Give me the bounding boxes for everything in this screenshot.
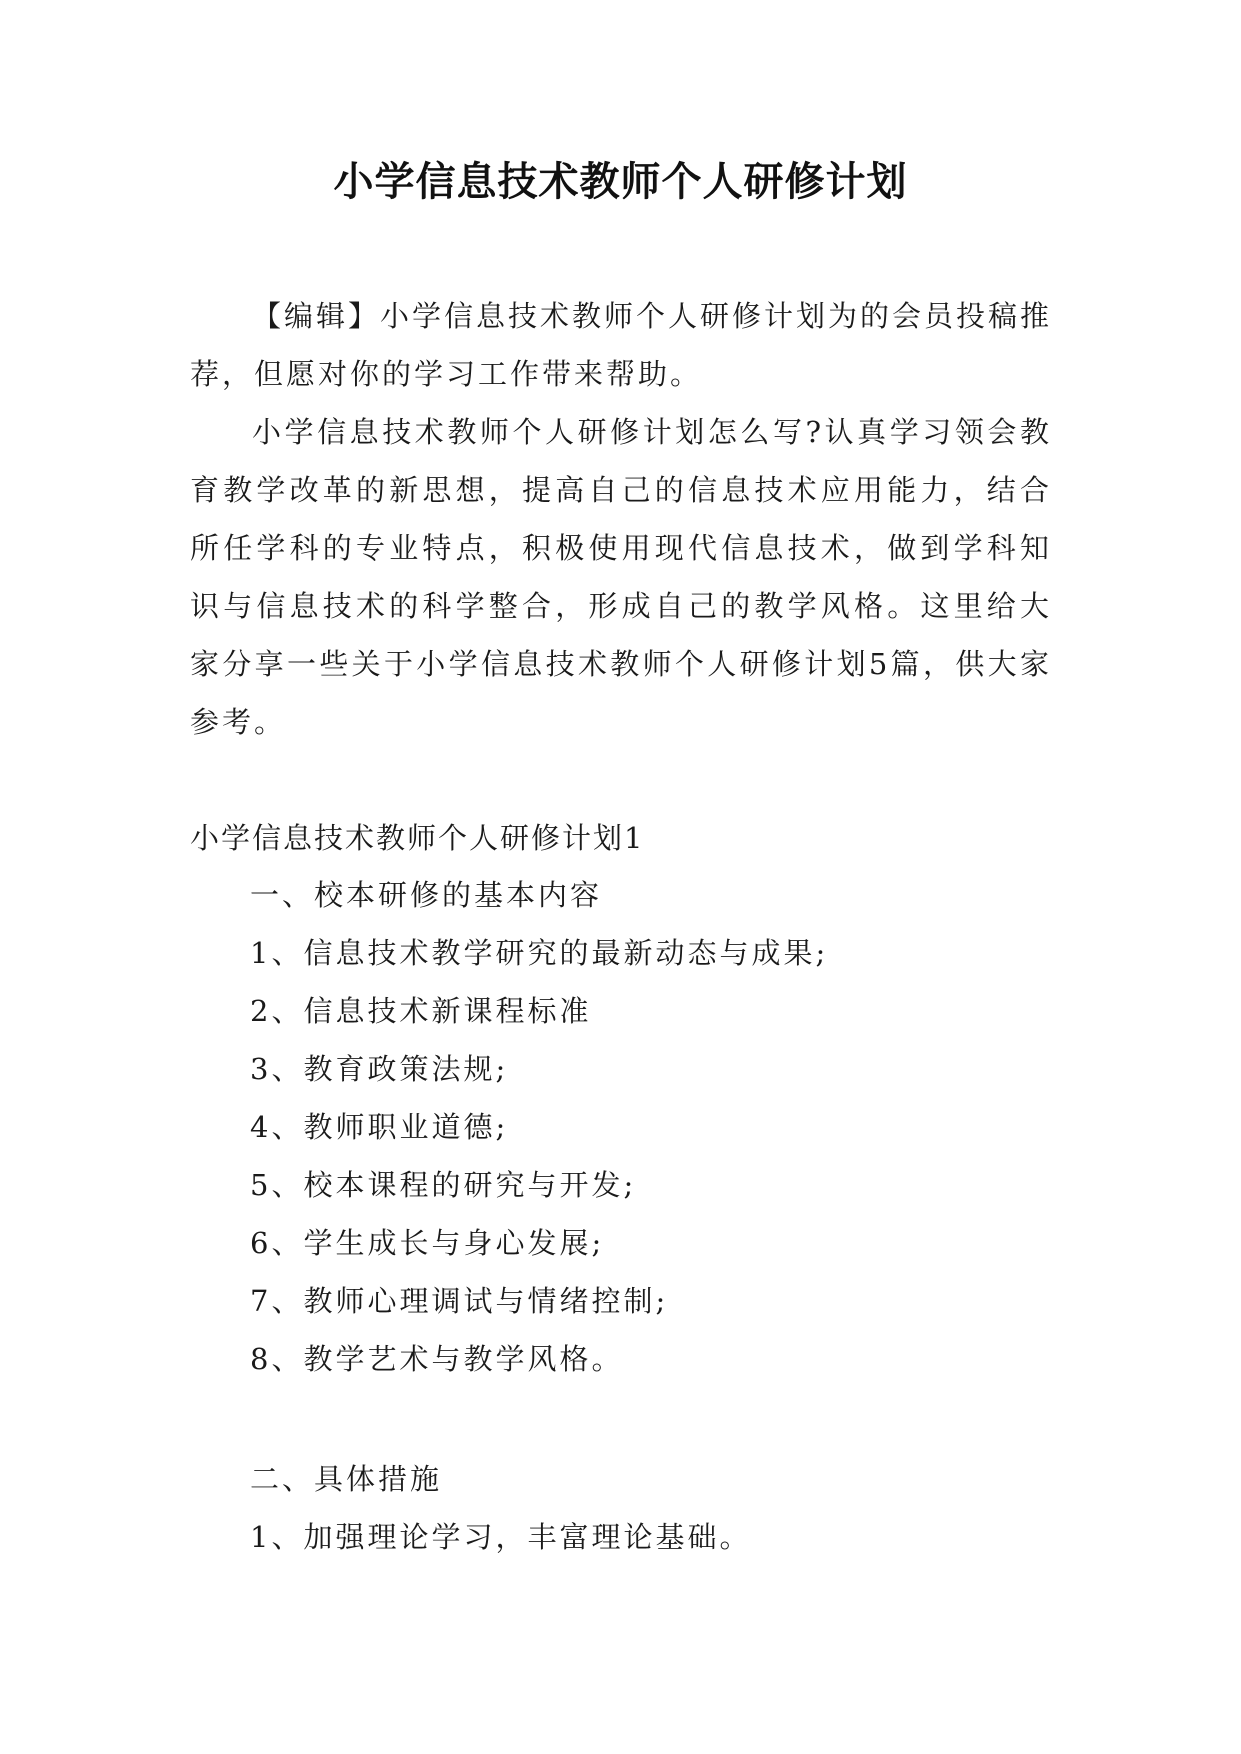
list-item: 8、教学艺术与教学风格。 [250, 1342, 624, 1376]
intro-paragraph-text: 【编辑】小学信息技术教师个人研修计划为的会员投稿推荐，但愿对你的学习工作带来帮助。 [190, 299, 1053, 391]
list-item: 3、教育政策法规; [250, 1052, 509, 1086]
part2-list [250, 1450, 751, 1566]
intro-paragraph-text: 小学信息技术教师个人研修计划怎么写?认真学习领会教育教学改革的新思想，提高自己的信息技术应用能力，结合所任学科的专业特点，积极使用现代信息技术，做到学科知识与信息技术的科学整合，形成自己的教学风格。这里给大家分享一些关于小学信息技术教师个人研修计划5篇，供大家参考。 [190, 415, 1052, 739]
document-title: 小学信息技术教师个人研修计划 [333, 158, 908, 205]
section-title-1: 小学信息技术教师个人研修计划1 [190, 821, 645, 855]
part2-heading: 二、具体措施 [250, 1462, 443, 1496]
list-item: 4、教师职业道德; [250, 1110, 509, 1144]
list-item: 6、学生成长与身心发展; [250, 1226, 605, 1260]
list-item: 2、信息技术新课程标准 [250, 994, 592, 1028]
list-item: 1、加强理论学习，丰富理论基础。 [250, 1520, 752, 1554]
list-item: 7、教师心理调试与情绪控制; [250, 1284, 669, 1318]
intro-paragraph-1 [190, 287, 1052, 403]
list-item: 5、校本课程的研究与开发; [250, 1168, 637, 1202]
intro-paragraph-2 [190, 403, 1052, 751]
part1-heading: 一、校本研修的基本内容 [250, 878, 603, 912]
part1-list [250, 866, 828, 1388]
list-item: 1、信息技术教学研究的最新动态与成果; [250, 936, 829, 970]
